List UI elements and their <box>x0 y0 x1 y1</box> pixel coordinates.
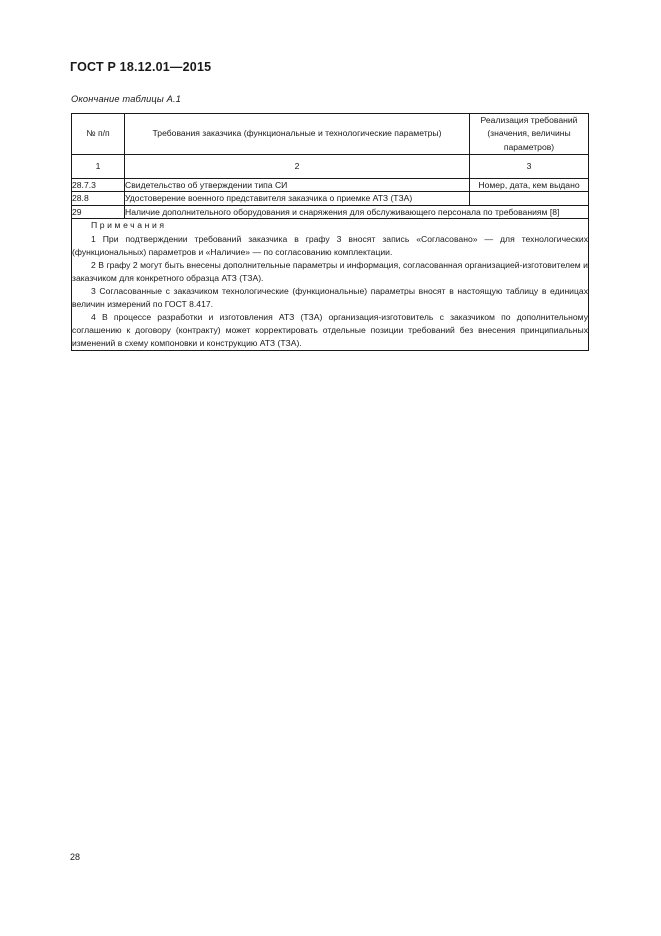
note-item: 4 В процессе разработки и изготовления АТЗ (ТЗА) организация-изготовитель с заказчиком по дополнительному соглашению к договору (контракту) может корректировать отдельные позиции требований без внесения принципиальных изменений в схему компоновки и конструкцию АТЗ (ТЗА). <box>72 312 588 349</box>
header-cell-requirement: Требования заказчика (функциональные и технологические параметры) <box>125 114 470 155</box>
table-row <box>72 205 589 218</box>
header-realization-line-2: (значения, величины <box>487 128 571 139</box>
row-realization: Номер, дата, кем выдано <box>470 179 589 192</box>
table-row <box>72 192 589 205</box>
page-number: 28 <box>70 852 81 862</box>
table-caption: Окончание таблицы А.1 <box>71 94 182 104</box>
row-realization <box>470 192 589 205</box>
row-number: 29 <box>72 205 125 218</box>
row-requirement: Свидетельство об утверждении типа СИ <box>125 179 470 192</box>
note-item: 2 В графу 2 могут быть внесены дополнительные параметры и информация, согласованная организацией-изготовителем и заказчиком для конкретного образца АТЗ (ТЗА). <box>72 259 588 283</box>
header-realization-line-3: параметров) <box>503 141 555 152</box>
table-header-row <box>72 114 589 155</box>
column-number-1: 1 <box>72 154 125 178</box>
row-requirement: Удостоверение военного представителя заказчика о приемке АТЗ (ТЗА) <box>125 192 470 205</box>
standard-header: ГОСТ Р 18.12.01—2015 <box>70 60 212 74</box>
row-requirement: Наличие дополнительного оборудования и снаряжения для обслуживающего персонала по требованиям [8] <box>125 205 589 218</box>
table-column-number-row <box>72 154 589 178</box>
header-cell-number: № п/п <box>72 114 125 155</box>
header-cell-realization <box>470 114 589 155</box>
row-number: 28.7.3 <box>72 179 125 192</box>
note-item: 3 Согласованные с заказчиком технологические (функциональные) параметры вносят в настоящую таблицу в единицах величин измерений по ГОСТ 8.417. <box>72 286 588 310</box>
requirements-table <box>71 113 589 351</box>
notes-title: Примечания <box>91 219 167 230</box>
header-realization-line-1: Реализация требований <box>480 115 578 125</box>
notes-block <box>72 218 589 351</box>
column-number-3: 3 <box>470 154 589 178</box>
column-number-2: 2 <box>125 154 470 178</box>
table-row <box>72 179 589 192</box>
row-number: 28.8 <box>72 192 125 205</box>
note-item: 1 При подтверждении требований заказчика в графу 3 вносят запись «Согласовано» — для технологических (функциональных) параметров и «Наличие» — по согласованию комплектации. <box>72 233 588 257</box>
table-notes-row <box>72 218 589 351</box>
